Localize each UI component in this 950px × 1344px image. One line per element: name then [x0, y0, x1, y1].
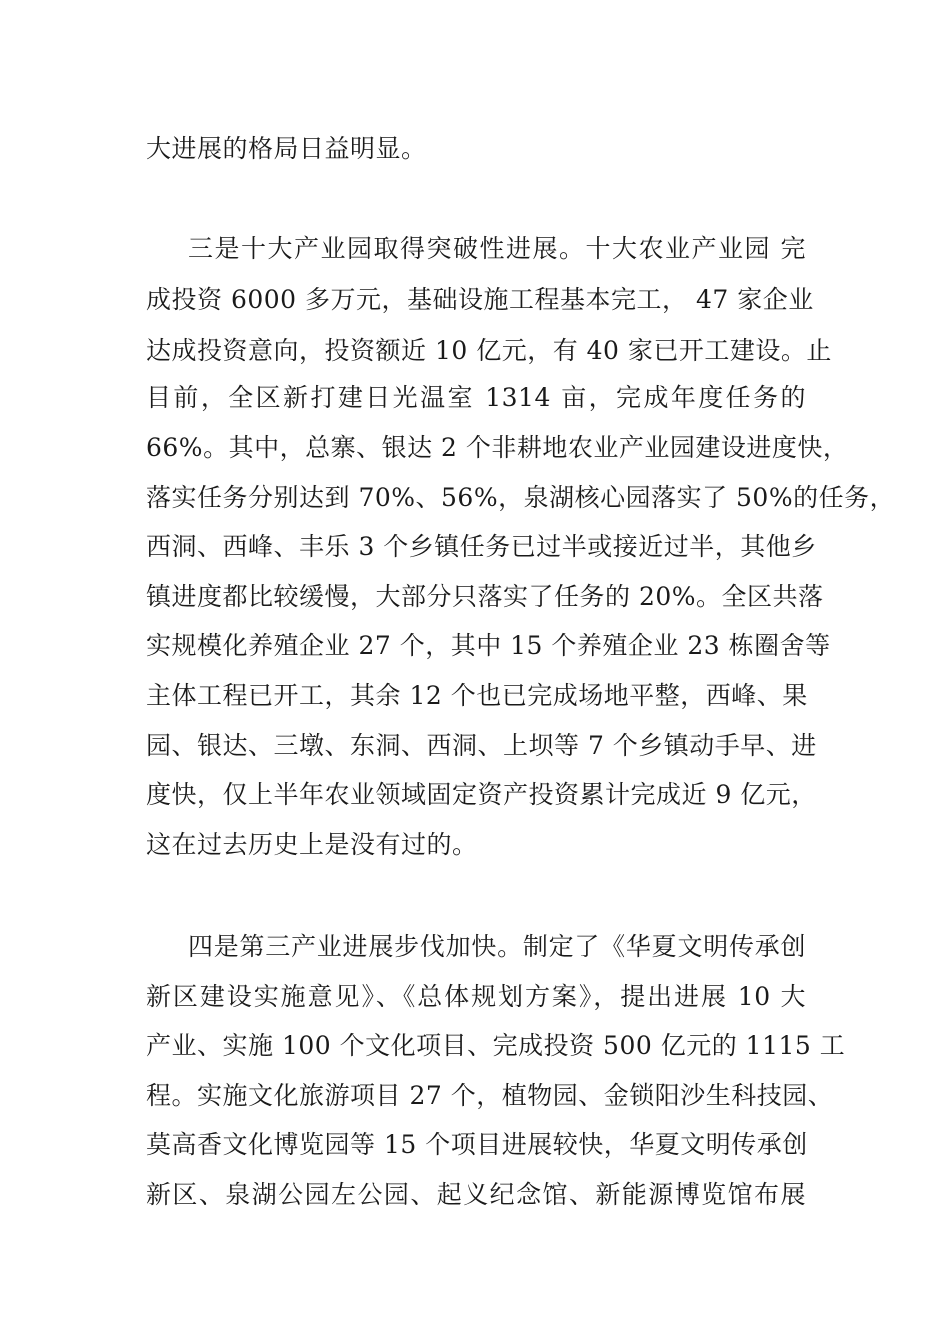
- text-line: 主体工程已开工，其余 12 个也已完成场地平整，西峰、果: [146, 681, 808, 710]
- text-line: 新区、泉湖公园左公园、起义纪念馆、新能源博览馆布展: [146, 1180, 806, 1209]
- paragraph-first-line: 四是第三产业进展步伐加快。制定了《华夏文明传承创: [188, 932, 806, 961]
- text-line: 这在过去历史上是没有过的。: [146, 830, 478, 859]
- text-line: 实规模化养殖企业 27 个，其中 15 个养殖企业 23 栋圈舍等: [146, 631, 831, 660]
- text-line: 镇进度都比较缓慢，大部分只落实了任务的 20%。全区共落: [146, 582, 824, 611]
- text-line: 莫高香文化博览园等 15 个项目进展较快，华夏文明传承创: [146, 1130, 808, 1159]
- text-line: 园、银达、三墩、东洞、西洞、上坝等 7 个乡镇动手早、进: [146, 731, 817, 760]
- paragraph-first-line: 三是十大产业园取得突破性进展。十大农业产业园 完: [188, 234, 806, 263]
- text-line: 度快，仅上半年农业领域固定资产投资累计完成近 9 亿元，: [146, 780, 817, 809]
- text-line: 落实任务分别达到 70%、56%，泉湖核心园落实了 50%的任务，: [146, 483, 896, 512]
- text-line: 程。实施文化旅游项目 27 个，植物园、金锁阳沙生科技园、: [146, 1081, 834, 1110]
- text-line: 西洞、西峰、丰乐 3 个乡镇任务已过半或接近过半，其他乡: [146, 532, 817, 561]
- text-line: 66%。其中，总寨、银达 2 个非耕地农业产业园建设进度快，: [146, 433, 849, 462]
- text-line: 产业、实施 100 个文化项目、完成投资 500 亿元的 1115 工: [146, 1031, 846, 1060]
- text-line: 成投资 6000 多万元，基础设施工程基本完工， 47 家企业: [146, 285, 814, 314]
- text-line: 达成投资意向，投资额近 10 亿元，有 40 家已开工建设。止: [146, 336, 832, 365]
- text-line: 大进展的格局日益明显。: [146, 134, 427, 163]
- text-line: 目前，全区新打建日光温室 1314 亩，完成年度任务的: [146, 383, 806, 412]
- text-line: 新区建设实施意见》、《总体规划方案》，提出进展 10 大: [146, 982, 806, 1011]
